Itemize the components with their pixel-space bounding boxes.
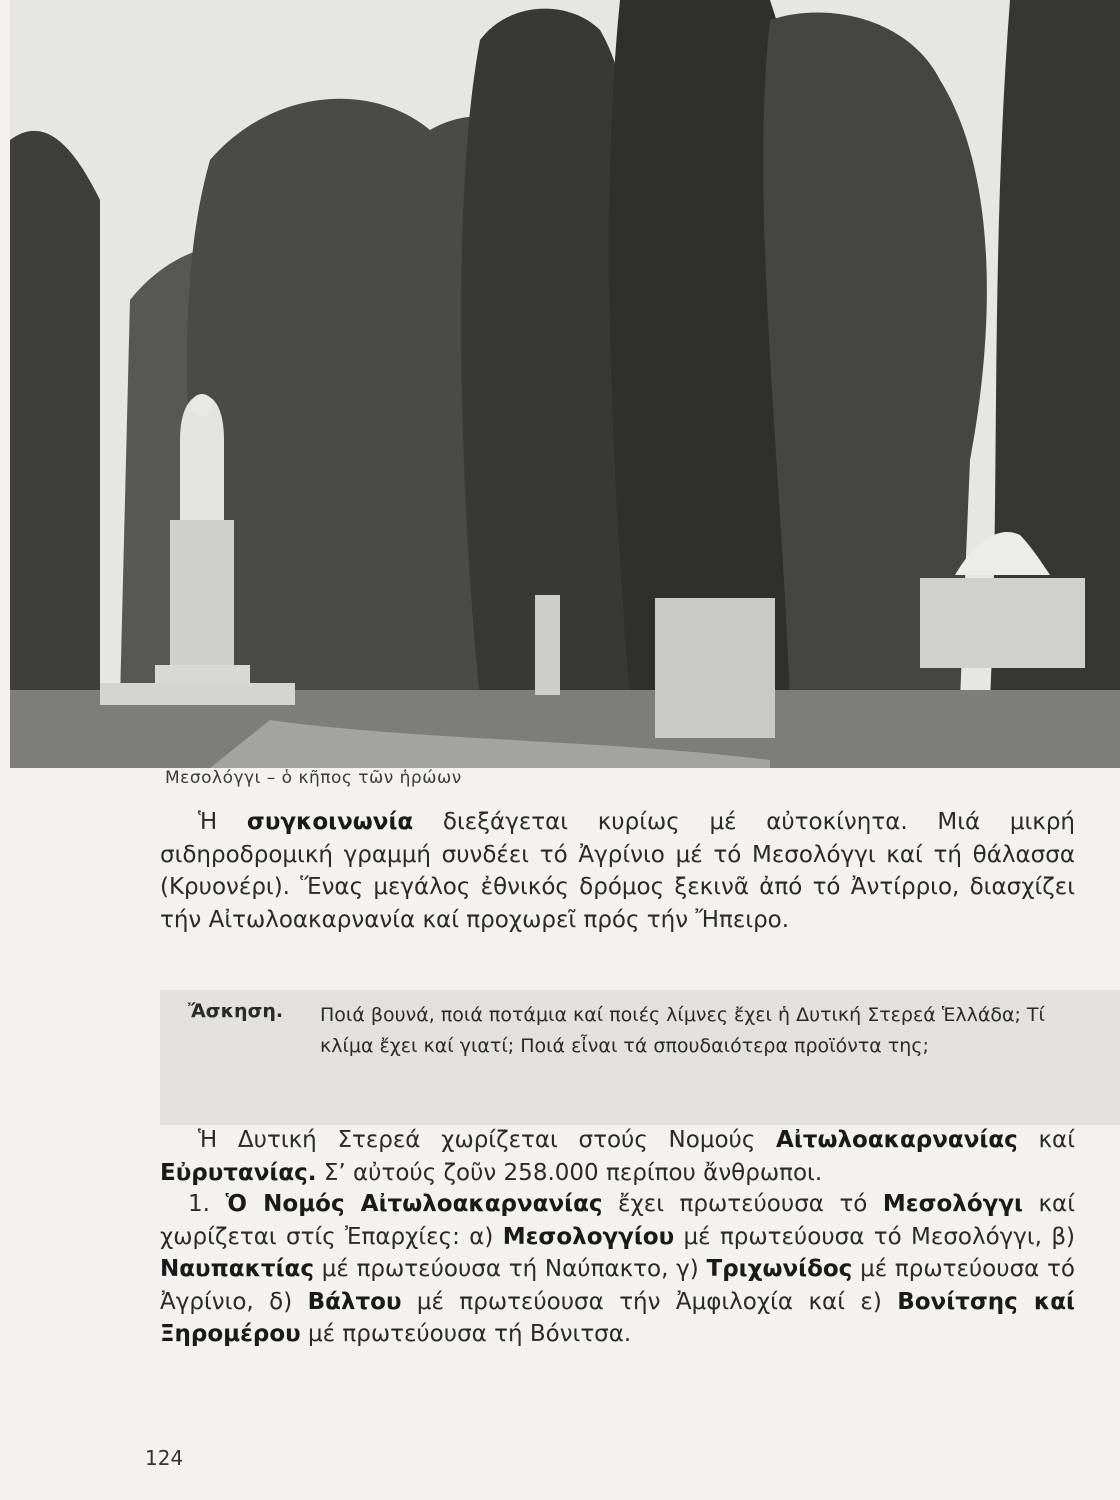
term-aitoloakarnania: Αἰτωλοακαρνανίας [776,1127,1018,1153]
text-part: Ἡ Δυτική Στερεά χωρίζεται στούς Νομούς [198,1127,777,1153]
term-trichonidos: Τριχωνίδος [706,1256,853,1282]
page-number: 124 [145,1446,184,1470]
term-evrytania: Εὐρυτανίας. [160,1159,317,1186]
exercise-box [160,990,1120,1125]
paragraph-lead: Ἡ [198,809,247,835]
garden-of-heroes-photo [10,0,1120,768]
paragraph-transport [160,806,1075,936]
paragraph-text: διεξάγεται κυρίως μέ αὐτοκίνητα. Μιά μικρή σιδηροδρομική γραμμή συνδέει τό Ἀγρίνιο μέ τό Μεσολόγγι καί τή θάλασσα (Κρυονέρι). Ἕνας μεγάλος ἐθνικός δρόμος ξεκινᾶ ἀπό τό Ἀντίρριο, διασχίζει τήν Αἰτωλοακαρνανία καί προχωρεῖ πρός τήν Ἤπειρο. [160,809,1076,933]
term-nafpaktias: Ναυπακτίας [160,1256,314,1282]
paragraph-aitoloakarnania [160,1188,1075,1351]
text-part: μέ πρωτεύουσα τό Ἀγρίνιο, δ) [160,1256,1075,1315]
exercise-label: Ἄσκηση. [188,1000,284,1022]
term-valtou: Βάλτου [307,1288,402,1315]
text-part: 1. [188,1191,226,1217]
term-transport: συγκοινωνία [246,809,414,835]
monument-garden-photo-icon [10,0,1120,768]
exercise-text: Ποιά βουνά, ποιά ποτάμια καί ποιές λίμνες ἔχει ἡ Δυτική Στερεά Ἑλλάδα; Τί κλίμα ἔχει καί γιατί; Ποιά εἶναι τά σπουδαιότερα προϊόντα της; [320,1004,1045,1057]
text-part: μέ πρωτεύουσα τή Ναύπακτο, γ) [314,1256,707,1282]
text-part: Σ’ αὐτούς ζοῦν 258.000 περίπου ἄνθρωποι. [316,1159,823,1186]
term-mesolongi: Μεσολόγγι [882,1191,1023,1217]
term-mesolongiou: Μεσολογγίου [502,1223,675,1250]
text-part: καί [1017,1127,1075,1153]
term-vonitsis: Βονίτσης καί Ξηρομέρου [160,1288,1075,1347]
text-part: ἔχει πρωτεύουσα τό [602,1191,883,1217]
text-part: μέ πρωτεύουσα τή Βόνιτσα. [300,1321,632,1347]
text-part: μέ πρωτεύουσα τήν Ἀμφιλοχία καί ε) [401,1288,898,1315]
text-part: καί χωρίζεται στίς Ἐπαρχίες: α) [160,1191,1075,1250]
photo-caption: Μεσολόγγι – ὁ κῆπος τῶν ἡρώων [165,768,462,788]
text-part: μέ πρωτεύουσα τό Μεσολόγγι, β) [674,1223,1075,1250]
term-prefecture: Ὁ Νομός Αἰτωλοακαρνανίας [225,1191,603,1217]
paragraph-prefectures [160,1124,1075,1189]
